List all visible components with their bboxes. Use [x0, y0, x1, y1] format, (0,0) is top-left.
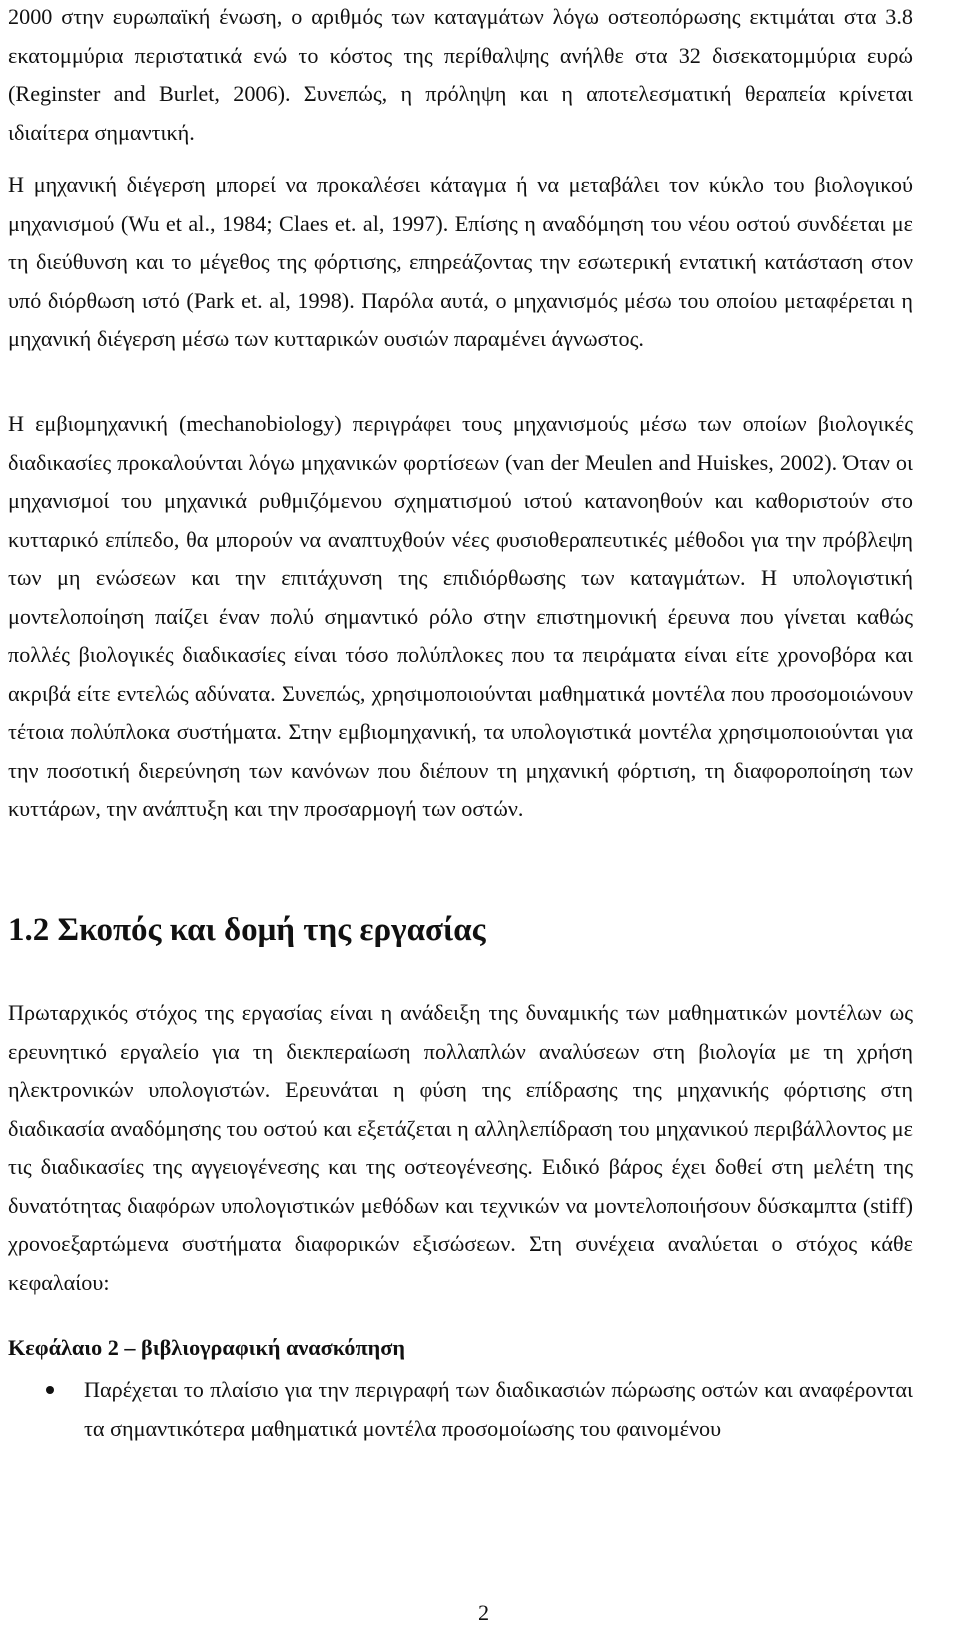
bullet-list: [8, 1371, 913, 1448]
bullet-icon: [46, 1386, 54, 1394]
page-number: 2: [478, 1600, 490, 1625]
chapter-heading: Κεφάλαιο 2 – βιβλιογραφική ανασκόπηση: [8, 1335, 405, 1360]
bullet-item: [8, 1371, 913, 1448]
paragraph-mechanobiology: Η εμβιομηχανική (mechanobiology) περιγράφει τους μηχανισμούς μέσω των οποίων βιολογικές διαδικασίες προκαλούνται λόγω μηχανικών φορτίσεων (van der Meulen and Huiskes, 2002). Όταν οι μηχανισμοί του μηχανικά ρυθμιζόμενου σχηματισμού ιστού κατανοηθούν και καθοριστούν στο κυτταρικό επίπεδο, θα μπορούν να αναπτυχθούν νέες φυσιοθεραπευτικές μέθοδοι για την πρόβλεψη των μη ενώσεων και την επιτάχυνση της επιδιόρθωσης των καταγμάτων. Η υπολογιστική μοντελοποίηση παίζει έναν πολύ σημαντικό ρόλο στην επιστημονική έρευνα που γίνεται καθώς πολλές βιολογικές διαδικασίες είναι τόσο πολύπλοκες που τα πειράματα είναι είτε χρονοβόρα και ακριβά είτε εντελώς αδύνατα. Συνεπώς, χρησιμοποιούνται μαθηματικά μοντέλα που προσομοιώνουν τέτοια πολύπλοκα συστήματα. Στην εμβιομηχανική, τα υπολογιστικά μοντέλα χρησιμοποιούνται για την ποσοτική διερεύνηση των κανόνων που διέπουν τη μηχανική φόρτιση, τη διαφοροποίηση των κυττάρων, την ανάπτυξη και την προσαρμογή των οστών.: [8, 411, 913, 821]
bullet-text: Παρέχεται το πλαίσιο για την περιγραφή των διαδικασιών πώρωσης οστών και αναφέρονται τα σημαντικότερα μαθηματικά μοντέλα προσομοίωσης του φαινομένου: [84, 1377, 913, 1441]
paragraph-mechanical-stimulus: Η μηχανική διέγερση μπορεί να προκαλέσει κάταγμα ή να μεταβάλει τον κύκλο του βιολογικού μηχανισμού (Wu et al., 1984; Claes et. al, 1997). Επίσης η αναδόμηση του νέου οστού συνδέεται με τη διεύθυνση και το μέγεθος της φόρτισης, επηρεάζοντας την εσωτερική εντατική κατάσταση στον υπό διόρθωση ιστό (Park et. al, 1998). Παρόλα αυτά, ο μηχανισμός μέσω του οποίου μεταφέρεται η μηχανική διέγερση μέσω των κυτταρικών ουσιών παραμένει άγνωστος.: [8, 172, 913, 351]
paragraph-aim: Πρωταρχικός στόχος της εργασίας είναι η ανάδειξη της δυναμικής των μαθηματικών μοντέλων ως ερευνητικό εργαλείο για τη διεκπεραίωση πολλαπλών αναλύσεων στη βιολογία με τη χρήση ηλεκτρονικών υπολογιστών. Ερευνάται η φύση της επίδρασης της μηχανικής φόρτισης στη διαδικασία αναδόμησης του οστού και εξετάζεται η αλληλεπίδραση του μηχανικού περιβάλλοντος με τις διαδικασίες της αγγειογένεσης και της οστεογένεσης. Ειδικό βάρος έχει δοθεί στη μελέτη της δυνατότητας διαφόρων υπολογιστικών μεθόδων και τεχνικών να μοντελοποιήσουν δύσκαμπτα (stiff) χρονοεξαρτώμενα συστήματα διαφορικών εξισώσεων. Στη συνέχεια αναλύεται ο στόχος κάθε κεφαλαίου:: [8, 1000, 913, 1295]
section-heading: 1.2 Σκοπός και δομή της εργασίας: [8, 912, 486, 948]
paragraph-osteoporosis-costs: 2000 στην ευρωπαϊκή ένωση, ο αριθμός των καταγμάτων λόγω οστεοπόρωσης εκτιμάται στα 3.8 εκατομμύρια περιστατικά ενώ το κόστος της περίθαλψης ανήλθε στα 32 δισεκατομμύρια ευρώ (Reginster and Burlet, 2006). Συνεπώς, η πρόληψη και η αποτελεσματική θεραπεία κρίνεται ιδιαίτερα σημαντική.: [8, 4, 913, 145]
